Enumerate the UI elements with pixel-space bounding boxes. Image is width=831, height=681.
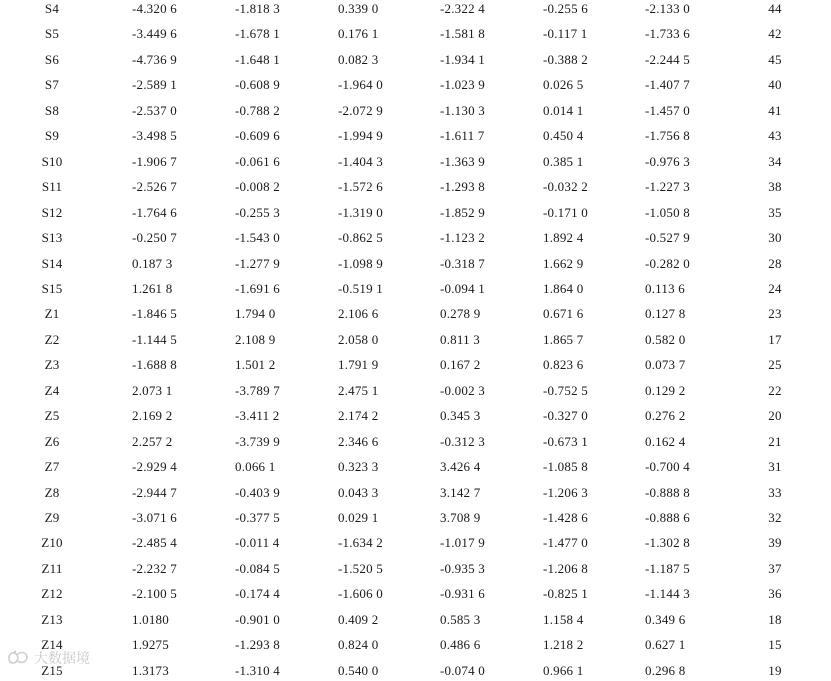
sample-id-cell: S11 [41,179,63,195]
value-cell: 1.261 8 [132,280,173,296]
value-cell: -1.934 1 [440,51,485,67]
table-row [0,330,831,350]
value-cell: -1.634 2 [338,535,383,551]
rank-cell: 43 [768,128,782,144]
table-row [0,584,831,604]
value-cell: 0.824 0 [338,637,379,653]
value-cell: -1.818 3 [235,1,280,16]
value-cell: -1.457 0 [645,102,690,118]
value-cell: -0.250 7 [132,230,177,246]
sample-id-cell: Z15 [41,662,63,678]
value-cell: 0.278 9 [440,306,481,322]
sample-id-cell: S12 [41,204,63,220]
table-row [0,228,831,248]
table-row [0,152,831,172]
sample-id-cell: Z11 [41,560,63,576]
value-cell: -0.901 0 [235,611,280,627]
value-cell: 2.106 6 [338,306,379,322]
sample-id-cell: S8 [44,102,60,118]
value-cell: -0.608 9 [235,77,280,93]
sample-id-cell: S9 [44,128,60,144]
value-cell: 0.113 6 [645,280,685,296]
value-cell: 1.794 0 [235,306,276,322]
value-cell: 1.865 7 [543,331,584,347]
rank-cell: 39 [768,535,782,551]
table-row [0,101,831,121]
watermark-text: 大数据境 [34,651,90,667]
table-row [0,533,831,553]
value-cell: 0.073 7 [645,357,686,373]
table-row [0,75,831,95]
value-cell: -0.888 8 [645,484,690,500]
value-cell: -0.888 6 [645,510,690,525]
table-row [0,24,831,44]
value-cell: -1.691 6 [235,280,280,296]
value-cell: 2.475 1 [338,382,379,398]
value-cell: -1.606 0 [338,586,383,602]
value-cell: -1.050 8 [645,204,690,220]
value-cell: -3.498 5 [132,128,177,144]
value-cell: -3.449 6 [132,26,177,42]
sample-id-cell: S7 [44,77,60,93]
table-row [0,304,831,324]
value-cell: -0.976 3 [645,153,690,169]
rank-cell: 35 [768,204,782,220]
value-cell: 0.345 3 [440,408,481,424]
sample-id-cell: Z3 [44,357,60,373]
value-cell: 1.9275 [132,637,169,653]
value-cell: -2.244 5 [645,51,690,67]
value-cell: 2.073 1 [132,382,173,398]
sample-id-cell: Z9 [44,510,60,525]
value-cell: -2.133 0 [645,1,690,16]
table-row [0,559,831,579]
value-cell: 0.385 1 [543,153,584,169]
value-cell: 1.0180 [132,611,169,627]
value-cell: -1.130 3 [440,102,485,118]
value-cell: 1.218 2 [543,637,584,653]
value-cell: 0.811 3 [440,331,480,347]
value-cell: 1.501 2 [235,357,276,373]
value-cell: -1.363 9 [440,153,485,169]
sample-id-cell: Z6 [44,433,60,449]
value-cell: -4.320 6 [132,1,177,16]
value-cell: 2.257 2 [132,433,173,449]
value-cell: -0.117 1 [543,26,588,42]
value-cell: -0.255 6 [543,1,588,16]
value-cell: -1.319 0 [338,204,383,220]
value-cell: -3.789 7 [235,382,280,398]
value-cell: -1.144 5 [132,331,177,347]
value-cell: 1.864 0 [543,280,584,296]
value-cell: -2.537 0 [132,102,177,118]
value-cell: -3.411 2 [235,408,280,424]
value-cell: -0.527 9 [645,230,690,246]
value-cell: 0.066 1 [235,459,276,475]
rank-cell: 23 [768,306,782,322]
value-cell: -1.994 9 [338,128,383,144]
value-cell: -3.739 9 [235,433,280,449]
value-cell: 0.966 1 [543,662,584,678]
value-cell: -0.673 1 [543,433,588,449]
value-cell: -2.232 7 [132,560,177,576]
rank-cell: 45 [768,51,782,67]
value-cell: -0.312 3 [440,433,485,449]
value-cell: -1.572 6 [338,179,383,195]
value-cell: -1.293 8 [235,637,280,653]
rank-cell: 18 [768,611,782,627]
rank-cell: 22 [768,382,782,398]
value-cell: 0.043 3 [338,484,379,500]
value-cell: -4.736 9 [132,51,177,67]
table-row [0,381,831,401]
table-row [0,610,831,630]
rank-cell: 19 [768,662,782,678]
table-row [0,661,831,681]
value-cell: -2.072 9 [338,102,383,118]
value-cell: -2.929 4 [132,459,177,475]
value-cell: -1.581 8 [440,26,485,42]
value-cell: -1.733 6 [645,26,690,42]
value-cell: 1.791 9 [338,357,379,373]
value-cell: -2.485 4 [132,535,177,551]
value-cell: -1.477 0 [543,535,588,551]
table-row [0,254,831,274]
value-cell: 0.339 0 [338,1,379,16]
sample-id-cell: S15 [41,280,63,296]
value-cell: 0.276 2 [645,408,686,424]
value-cell: -1.404 3 [338,153,383,169]
value-cell: -1.206 3 [543,484,588,500]
value-cell: -1.277 9 [235,255,280,271]
table-row [0,406,831,426]
value-cell: 0.450 4 [543,128,584,144]
rank-cell: 32 [768,510,782,525]
table-row [0,635,831,655]
sample-id-cell: S13 [41,230,63,246]
sample-id-cell: S6 [44,51,60,67]
sample-id-cell: S10 [41,153,63,169]
value-cell: -1.098 9 [338,255,383,271]
sample-id-cell: Z5 [44,408,60,424]
value-cell: 0.129 2 [645,382,686,398]
value-cell: 0.627 1 [645,637,686,653]
value-cell: -0.002 3 [440,382,485,398]
value-cell: 0.823 6 [543,357,584,373]
table-row [0,355,831,375]
value-cell: -1.688 8 [132,357,177,373]
value-cell: 0.127 8 [645,306,686,322]
sample-id-cell: Z8 [44,484,60,500]
value-cell: 1.3173 [132,662,169,678]
value-cell: 0.486 6 [440,637,481,653]
value-cell: -0.318 7 [440,255,485,271]
value-cell: -0.788 2 [235,102,280,118]
rank-cell: 17 [768,331,782,347]
value-cell: -1.648 1 [235,51,280,67]
value-cell: 0.585 3 [440,611,481,627]
rank-cell: 21 [768,433,782,449]
value-cell: 0.540 0 [338,662,379,678]
value-cell: 1.892 4 [543,230,584,246]
value-cell: -1.852 9 [440,204,485,220]
rank-cell: 38 [768,179,782,195]
rank-cell: 42 [768,26,782,42]
value-cell: -2.322 4 [440,1,485,16]
value-cell: -0.609 6 [235,128,280,144]
value-cell: -1.017 9 [440,535,485,551]
rank-cell: 41 [768,102,782,118]
value-cell: 0.176 1 [338,26,379,42]
value-cell: -0.171 0 [543,204,588,220]
value-cell: 0.029 1 [338,510,379,525]
value-cell: 2.169 2 [132,408,173,424]
value-cell: -0.752 5 [543,382,588,398]
value-cell: 0.409 2 [338,611,379,627]
sample-id-cell: Z13 [41,611,63,627]
table-row [0,203,831,223]
value-cell: -0.282 0 [645,255,690,271]
value-cell: -1.227 3 [645,179,690,195]
value-cell: -0.377 5 [235,510,280,525]
rank-cell: 25 [768,357,782,373]
sample-id-cell: Z2 [44,331,60,347]
table-row [0,279,831,299]
value-cell: -1.302 8 [645,535,690,551]
value-cell: 3.142 7 [440,484,481,500]
value-cell: 1.158 4 [543,611,584,627]
value-cell: -0.388 2 [543,51,588,67]
value-cell: -0.862 5 [338,230,383,246]
table-row [0,50,831,70]
value-cell: -1.206 8 [543,560,588,576]
table-row [0,0,831,19]
value-cell: 0.671 6 [543,306,584,322]
rank-cell: 28 [768,255,782,271]
value-cell: -0.084 5 [235,560,280,576]
table-row [0,126,831,146]
value-cell: -2.589 1 [132,77,177,93]
value-cell: -0.174 4 [235,586,280,602]
value-cell: -1.520 5 [338,560,383,576]
table-row [0,508,831,528]
value-cell: 0.026 5 [543,77,584,93]
value-cell: 0.082 3 [338,51,379,67]
value-cell: -1.428 6 [543,510,588,525]
rank-cell: 34 [768,153,782,169]
value-cell: -1.964 0 [338,77,383,93]
value-cell: -1.310 4 [235,662,280,678]
sample-id-cell: Z4 [44,382,60,398]
value-cell: -1.846 5 [132,306,177,322]
table-row [0,457,831,477]
value-cell: 0.167 2 [440,357,481,373]
sample-id-cell: Z7 [44,459,60,475]
sample-id-cell: S14 [41,255,63,271]
value-cell: 2.346 6 [338,433,379,449]
value-cell: 0.014 1 [543,102,584,118]
value-cell: -0.008 2 [235,179,280,195]
value-cell: -0.700 4 [645,459,690,475]
rank-cell: 20 [768,408,782,424]
rank-cell: 44 [768,1,782,16]
value-cell: 0.582 0 [645,331,686,347]
value-cell: 0.187 3 [132,255,173,271]
value-cell: -1.144 3 [645,586,690,602]
value-cell: -1.543 0 [235,230,280,246]
value-cell: -0.403 9 [235,484,280,500]
value-cell: -0.032 2 [543,179,588,195]
value-cell: -1.187 5 [645,560,690,576]
sample-id-cell: S5 [44,26,60,42]
sample-id-cell: Z14 [41,637,63,653]
value-cell: -0.011 4 [235,535,280,551]
value-cell: 3.708 9 [440,510,481,525]
value-cell: -1.407 7 [645,77,690,93]
rank-cell: 36 [768,586,782,602]
value-cell: -0.935 3 [440,560,485,576]
value-cell: -1.906 7 [132,153,177,169]
rank-cell: 24 [768,280,782,296]
value-cell: 3.426 4 [440,459,481,475]
value-cell: 0.323 3 [338,459,379,475]
value-cell: -1.123 2 [440,230,485,246]
rank-cell: 40 [768,77,782,93]
value-cell: 2.108 9 [235,331,276,347]
value-cell: -1.293 8 [440,179,485,195]
value-cell: 1.662 9 [543,255,584,271]
table-row [0,432,831,452]
value-cell: -2.526 7 [132,179,177,195]
rank-cell: 15 [768,637,782,653]
rank-cell: 37 [768,560,782,576]
value-cell: -3.071 6 [132,510,177,525]
value-cell: -0.094 1 [440,280,485,296]
value-cell: -1.085 8 [543,459,588,475]
value-cell: 2.174 2 [338,408,379,424]
value-cell: -1.764 6 [132,204,177,220]
value-cell: -0.825 1 [543,586,588,602]
value-cell: -1.756 8 [645,128,690,144]
value-cell: -2.944 7 [132,484,177,500]
rank-cell: 31 [768,459,782,475]
sample-id-cell: Z10 [41,535,63,551]
value-cell: 0.349 6 [645,611,686,627]
value-cell: -2.100 5 [132,586,177,602]
value-cell: -0.519 1 [338,280,383,296]
rank-cell: 30 [768,230,782,246]
rank-cell: 33 [768,484,782,500]
value-cell: 2.058 0 [338,331,379,347]
value-cell: -0.327 0 [543,408,588,424]
value-cell: -0.074 0 [440,662,485,678]
table-row [0,483,831,503]
value-cell: 0.162 4 [645,433,686,449]
value-cell: -0.255 3 [235,204,280,220]
table-row [0,177,831,197]
sample-id-cell: Z12 [41,586,63,602]
value-cell: -1.678 1 [235,26,280,42]
value-cell: 0.296 8 [645,662,686,678]
value-cell: -0.931 6 [440,586,485,602]
value-cell: -0.061 6 [235,153,280,169]
value-cell: -1.611 7 [440,128,485,144]
sample-id-cell: Z1 [44,306,60,322]
value-cell: -1.023 9 [440,77,485,93]
sample-id-cell: S4 [44,1,60,16]
